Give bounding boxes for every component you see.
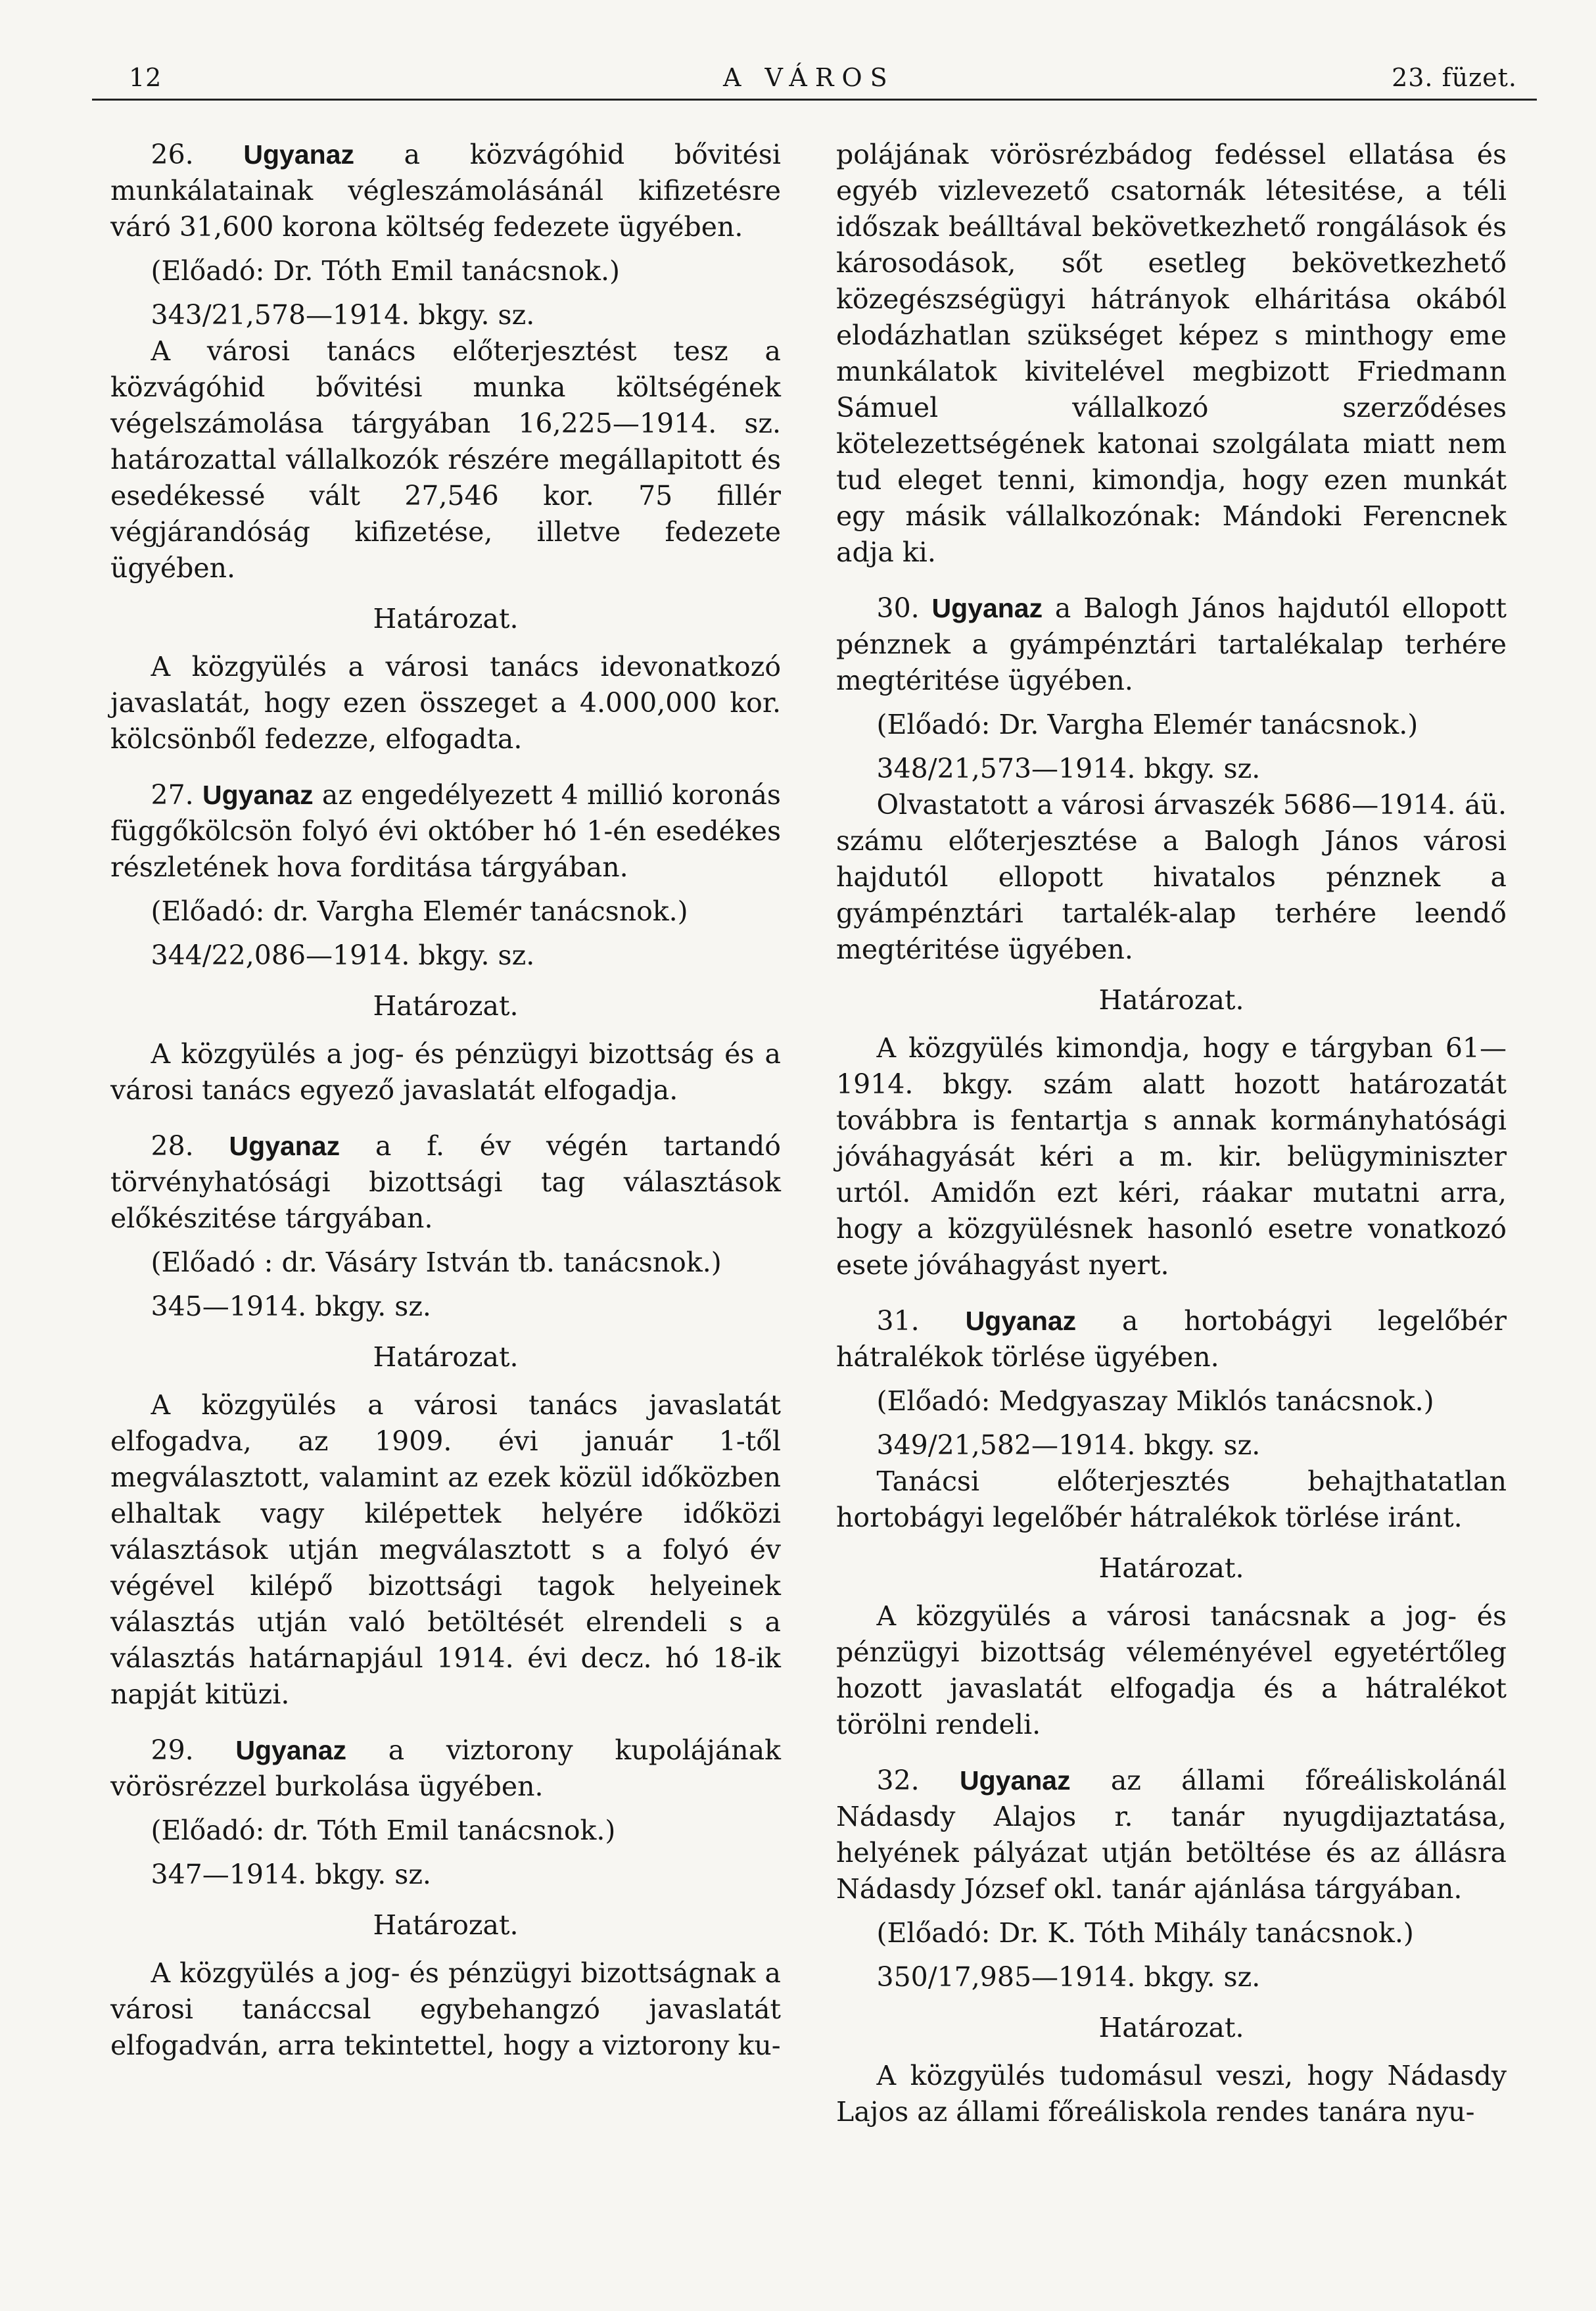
decision-heading: Határozat. xyxy=(373,990,519,1022)
decision-text: A közgyülés a városi tanácsnak a jog- és pénzügyi bizottság véleményével egyetértőleg hozott javaslatát elfogadja és a hátralékot törölni rendeli. xyxy=(836,1600,1507,1740)
item-keyword: Ugyanaz xyxy=(235,1735,347,1765)
decision-text: A közgyülés a városi tanács idevonatkozó javaslatát, hogy ezen összeget a 4.000,000 kor. kölcsönből fedezze, elfogadta. xyxy=(110,651,781,755)
presenter-line: (Előadó: dr. Tóth Emil tanácsnok.) xyxy=(151,1815,616,1846)
item-heading xyxy=(836,590,1507,699)
decision-heading: Határozat. xyxy=(1098,984,1244,1016)
item-subject: a hortobágyi legelőbér hátralékok törlése ügyében. xyxy=(836,1305,1507,1373)
item-heading xyxy=(110,777,781,886)
item-keyword: Ugyanaz xyxy=(965,1306,1077,1336)
decision-heading: Határozat. xyxy=(373,1341,519,1373)
presenter-line: (Előadó: dr. Vargha Elemér tanácsnok.) xyxy=(151,895,688,927)
reference-number: 345—1914. bkgy. sz. xyxy=(151,1291,431,1322)
reference-text: Olvastatott a városi árvaszék 5686—1914. áü. számu előterjesztése a Balogh János városi hajdutól ellopott hivatalos pénznek a gyámpénztári tartalék-alap terhére leendő megtéritése ügyében. xyxy=(836,789,1507,965)
reference-number: 350/17,985—1914. bkgy. sz. xyxy=(876,1961,1261,1993)
decision-text: A közgyülés a városi tanács javaslatát elfogadva, az 1909. évi január 1-től megválasztott, valamint az ezek közül időközben elhaltak vagy kilépettek helyére időközi választások utján megválasztott s a folyó év végével kilépő bizottsági tagok helyeinek választás utján való betöltését elrendeli s a választás határnapjául 1914. évi decz. hó 18-ik napját kitüzi. xyxy=(110,1389,781,1710)
decision-text: A közgyülés tudomásul veszi, hogy Nádasdy Lajos az állami főreáliskola rendes tanára nyu- xyxy=(836,2060,1507,2128)
reference-number: 344/22,086—1914. bkgy. sz. xyxy=(151,940,535,971)
item-heading xyxy=(836,1763,1507,1907)
item-number: 29. xyxy=(151,1734,194,1766)
item-keyword: Ugyanaz xyxy=(202,780,314,810)
item-29 xyxy=(110,1732,781,2064)
item-subject: a Balogh János hajdutól ellopott pénznek a gyámpénztári tartalékalap terhére megtéritése ügyében. xyxy=(836,592,1507,696)
item-keyword: Ugyanaz xyxy=(931,593,1043,623)
item-keyword: Ugyanaz xyxy=(229,1131,340,1161)
decision-text: A közgyülés a jog- és pénzügyi bizottságnak a városi tanáccsal egybehangzó javaslatát elfogadván, arra tekintettel, hogy a viztorony ku- xyxy=(110,1957,781,2061)
item-heading xyxy=(836,1303,1507,1375)
presenter-line: (Előadó: Dr. Vargha Elemér tanácsnok.) xyxy=(876,709,1419,740)
reference-text: Tanácsi előterjesztés behajthatatlan hortobágyi legelőbér hátralékok törlése iránt. xyxy=(836,1465,1507,1533)
right-column xyxy=(836,137,1507,2130)
item-26 xyxy=(110,137,781,757)
item-heading xyxy=(110,1732,781,1805)
presenter-line: (Előadó: Medgyaszay Miklós tanácsnok.) xyxy=(876,1385,1434,1417)
decision-heading: Határozat. xyxy=(373,603,519,634)
item-30 xyxy=(836,590,1507,1283)
decision-heading: Határozat. xyxy=(373,1909,519,1941)
page-number: 12 xyxy=(129,63,162,92)
reference-number: 349/21,582—1914. bkgy. sz. xyxy=(876,1429,1261,1461)
item-heading xyxy=(110,1128,781,1237)
presenter-line: (Előadó : dr. Vásáry István tb. tanácsnok.) xyxy=(151,1247,722,1278)
item-subject: a közvágóhid bővitési munkálatainak végleszámolásánál kifizetésre váró 31,600 korona költség fedezete ügyében. xyxy=(110,139,781,243)
item-subject: az engedélyezett 4 millió koronás függőkölcsön folyó évi október hó 1-én esedékes részletének hova forditása tárgyában. xyxy=(110,779,781,883)
item-keyword: Ugyanaz xyxy=(243,139,354,170)
item-32 xyxy=(836,1763,1507,2130)
presenter-line: (Előadó: Dr. Tóth Emil tanácsnok.) xyxy=(151,255,621,287)
decision-heading: Határozat. xyxy=(1098,1552,1244,1584)
reference-number: 348/21,573—1914. bkgy. sz. xyxy=(876,753,1261,784)
reference-number: 343/21,578—1914. bkgy. sz. xyxy=(151,299,535,331)
item-number: 26. xyxy=(151,139,194,170)
reference-text: A városi tanács előterjesztést tesz a közvágóhid bővitési munka költségének végelszámolása tárgyában 16,225—1914. sz. határozattal vállalkozók részére megállapitott és esedékessé vált 27,546 kor. 75 fillér végjárandóság kifizetése, illetve fedezete ügyében. xyxy=(110,335,781,584)
item-subject: a f. év végén tartandó törvényhatósági bizottsági tag választások előkészitése tárgyában. xyxy=(110,1130,781,1234)
item-31 xyxy=(836,1303,1507,1743)
continuation-text: polájának vörösrézbádog fedéssel ellatása és egyéb vizlevezető csatornák létesitése, a téli időszak beálltával bekövetkezhető rongálások és károsodások, sőt esetleg bekövetkezhető közegészségügyi hátrányok elháritása okából elodázhatlan szükséget képez s minthogy eme munkálatok kivitelével megbizott Friedmann Sámuel vállalkozó szerződéses kötelezettségének katonai szolgálata miatt nem tud eleget tenni, kimondja, hogy ezen munkát egy másik vállalkozónak: Mándoki Ferencnek adja ki. xyxy=(836,139,1507,568)
item-27 xyxy=(110,777,781,1108)
issue-label: 23. füzet. xyxy=(1392,63,1517,92)
presenter-line: (Előadó: Dr. K. Tóth Mihály tanácsnok.) xyxy=(876,1917,1414,1949)
item-28 xyxy=(110,1128,781,1713)
journal-title: A VÁROS xyxy=(723,63,895,92)
item-number: 28. xyxy=(151,1130,194,1162)
reference-number: 347—1914. bkgy. sz. xyxy=(151,1859,431,1890)
item-number: 32. xyxy=(876,1765,920,1796)
left-column xyxy=(110,137,781,2064)
decision-heading: Határozat. xyxy=(1098,2012,1244,2043)
decision-text: A közgyülés a jog- és pénzügyi bizottság és a városi tanács egyező javaslatát elfogadja. xyxy=(110,1038,781,1106)
item-subject: az állami főreáliskolánál Nádasdy Alajos r. tanár nyugdijaztatása, helyének pályázat utján betöltése és az állásra Nádasdy József okl. tanár ajánlása tárgyában. xyxy=(836,1765,1507,1905)
item-subject: a viztorony kupolájának vörösrézzel burkolása ügyében. xyxy=(110,1734,781,1802)
item-number: 31. xyxy=(876,1305,920,1337)
decision-text: A közgyülés kimondja, hogy e tárgyban 61—1914. bkgy. szám alatt hozott határozatát továbbra is fentartja s annak kormányhatósági jóváhagyását kéri a m. kir. belügyminiszter urtól. Amidőn ezt kéri, ráakar mutatni arra, hogy a közgyülésnek hasonló esetre vonatkozó esete jóváhagyást nyert. xyxy=(836,1032,1507,1281)
item-number: 27. xyxy=(151,779,194,811)
item-keyword: Ugyanaz xyxy=(959,1765,1071,1796)
page-header xyxy=(92,59,1537,101)
item-number: 30. xyxy=(876,592,920,624)
item-heading xyxy=(110,137,781,245)
